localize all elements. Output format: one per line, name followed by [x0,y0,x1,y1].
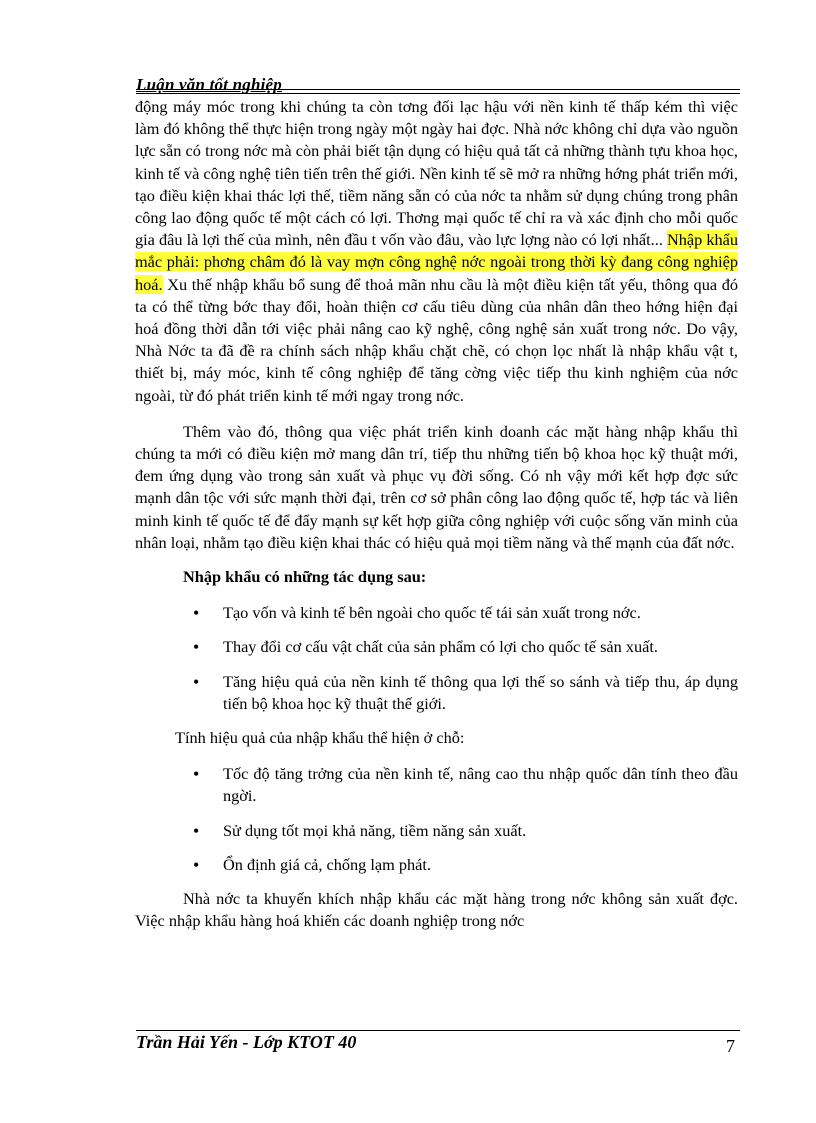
bullet-icon: • [193,764,200,785]
effects-list [135,602,738,715]
list-item: • Tạo vốn và kinh tế bên ngoài cho quốc tế tái sản xuất trong nớc. [193,603,641,624]
paragraph-import-policy [135,96,738,407]
efficiency-intro: Tính hiệu quả của nhập khẩu thể hiện ở chỗ: [175,728,465,748]
bullet-icon: • [193,671,200,692]
bullet-icon: • [193,854,200,875]
page-number: 7 [726,1036,735,1056]
header-rule-thin [136,93,740,94]
section-heading: Nhập khẩu có những tác dụng sau: [183,567,427,587]
efficiency-list [135,763,738,876]
header-rule [136,89,740,90]
paragraph-text: Xu thế nhập khẩu bổ sung để thoả mãn nhu cầu là một điều kiện tất yếu, thông qua đó ta có thể từng bớc thay đổi, hoàn thiện cơ cấu tiêu dùng của nhân dân theo hớng hiện đại hoá đồng thời dẫn tới việc phải nâng cao kỹ nghệ, công nghệ sản xuất trong nớc. Do vậy, Nhà Nớc ta đã đề ra chính sách nhập khẩu chặt chẽ, có chọn lọc nhất là nhập khẩu vật t, thiết bị, máy móc, kinh tế công nghiệp để tăng cờng việc tiếp thu kinh nghiệm của nớc ngoài, từ đó phát triển kinh tế mới ngay trong nớc. [135,274,738,405]
list-item: • Tốc độ tăng trởng của nền kinh tế, nâng cao thu nhập quốc dân tính theo đầu ngời. [193,764,738,806]
list-item: • Ổn định giá cả, chống lạm phát. [193,854,431,875]
page-body [135,96,738,933]
list-item: • Tăng hiệu quả của nền kinh tế thông qua lợi thế so sánh và tiếp thu, áp dụng tiến bộ khoa học kỹ thuật thế giới. [193,671,738,713]
bullet-icon: • [193,820,200,841]
list-item: • Sử dụng tốt mọi khả năng, tiềm năng sản xuất. [193,820,527,841]
header-title: Luận văn tốt nghiệp [136,75,282,94]
bullet-icon: • [193,603,200,624]
bullet-icon: • [193,637,200,658]
paragraph-text: động máy móc trong khi chúng ta còn tơng đối lạc hậu với nền kinh tế thấp kém thì việc làm đó không thể thực hiện trong ngày một ngày hai đợc. Nhà nớc không chỉ dựa vào nguồn lực sẵn có trong nớc mà còn phải biết tận dụng có hiệu quả tất cả những thành tựu khoa học, kinh tế và công nghệ tiên tiến trên thế giới. Nền kinh tế sẽ mở ra những hớng phát triển mới, tạo điều kiện khai thác lợi thế, tiềm năng sẵn có của nớc ta nhằm sử dụng chúng trong phân công lao động quốc tế một cách có lợi. Thơng mại quốc tế chỉ ra và xác định cho mỗi quốc gia đâu là lợi thế của mình, nên đầu t vốn vào đâu, vào lực lợng nào có lợi nhất... [135,97,738,250]
paragraph-benefits: Thêm vào đó, thông qua việc phát triển kinh doanh các mặt hàng nhập khẩu thì chúng ta mới có điều kiện mở mang dân trí, tiếp thu những tiến bộ khoa học kỹ thuật mới, đem ứng dụng vào trong sản xuất và phục vụ đời sống. Có nh vậy mới kết hợp đợc sức mạnh dân tộc với sức mạnh thời đại, trên cơ sở phân công lao động quốc tế, hợp tác và liên minh kinh tế quốc tế để đẩy mạnh sự kết hợp giữa công nghiệp với cuộc sống văn minh của nhân loại, nhằm tạo điều kiện khai thác có hiệu quả mọi tiềm năng và thế mạnh của đất nớc. [135,421,738,552]
footer-rule [136,1030,740,1031]
footer-author: Trần Hải Yến - Lớp KTOT 40 [136,1032,357,1052]
paragraph-state-encouragement: Nhà nớc ta khuyến khích nhập khẩu các mặt hàng trong nớc không sản xuất đợc. Việc nhập khẩu hàng hoá khiến các doanh nghiệp trong nớc [135,889,738,931]
list-item: • Thay đổi cơ cấu vật chất của sản phẩm có lợi cho quốc tế sản xuất. [193,637,658,658]
highlighted-text: Nhập khẩu mắc phải: phơng châm đó là vay mợn công nghệ nớc ngoài trong thời kỳ đang công nghiệp hoá. [135,230,738,294]
